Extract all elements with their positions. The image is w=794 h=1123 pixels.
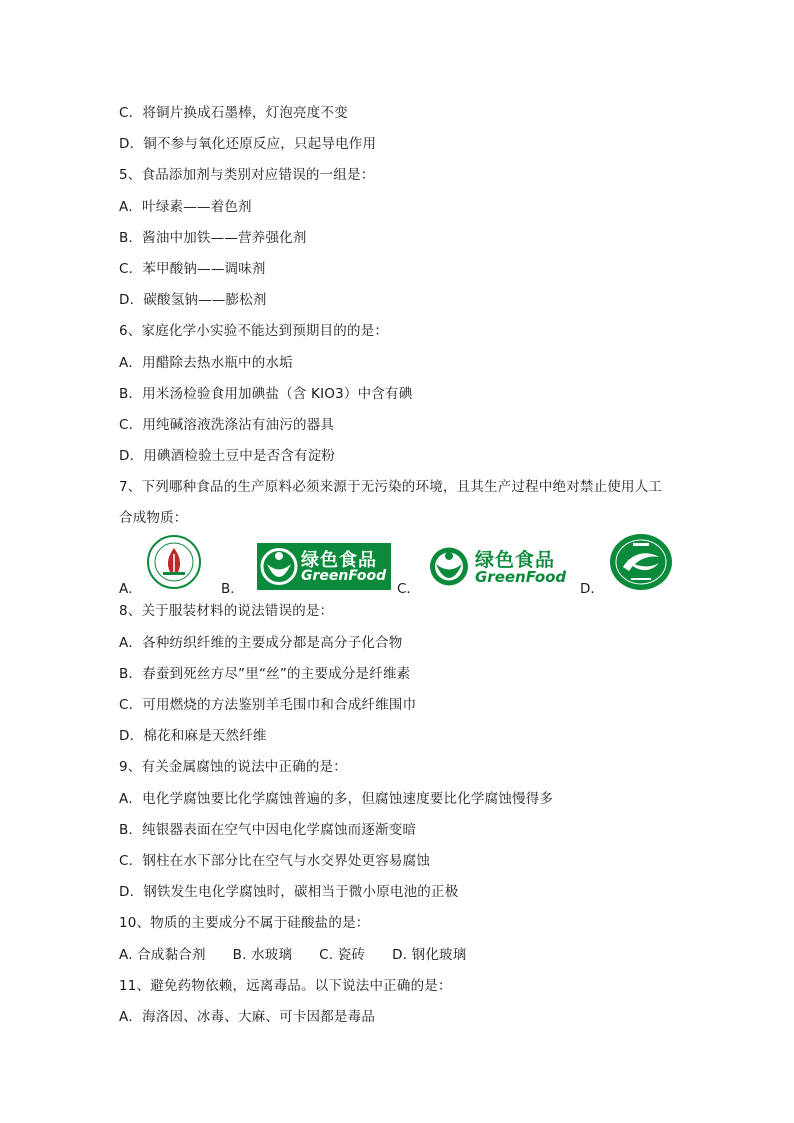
q8-option-a: A．各种纺织纤维的主要成分都是高分子化合物: [119, 635, 403, 651]
q5-option-b: B．酱油中加铁——营养强化剂: [119, 230, 307, 246]
q9-option-d: D．钢铁发生电化学腐蚀时，碳相当于微小原电池的正极: [119, 884, 459, 900]
green-food-logo-inverse: [257, 543, 391, 590]
q9-option-c: C．钢柱在水下部分比在空气与水交界处更容易腐蚀: [119, 853, 431, 869]
q6-option-a: A．用醋除去热水瓶中的水垢: [119, 355, 293, 371]
green-food-logo: [427, 543, 565, 590]
q9-option-b: B．纯银器表面在空气中因电化学腐蚀而逐渐变暗: [119, 822, 417, 838]
logo-b-en-text: GreenFood: [301, 568, 387, 584]
q4-option-d: D．铜不参与氧化还原反应，只起导电作用: [119, 136, 377, 152]
q6-option-d: D．用碘酒检验土豆中是否含有淀粉: [119, 448, 336, 464]
q11-stem: 11、避免药物依赖，远离毒品。以下说法中正确的是：: [119, 978, 452, 994]
q7-option-d-label: D．: [580, 581, 604, 597]
q5-stem: 5、食品添加剂与类别对应错误的一组是：: [119, 167, 375, 183]
q9-stem: 9、有关金属腐蚀的说法中正确的是：: [119, 759, 347, 775]
q6-option-b: B．用米汤检验食用加碘盐（含 KIO3）中含有碘: [119, 386, 413, 402]
q7-stem: 7、下列哪种食品的生产原料必须来源于无污染的环境，且其生产过程中绝对禁止使用人工: [119, 479, 663, 495]
q7-option-b-label: B．: [221, 581, 244, 597]
q7-stem-cont: 合成物质：: [119, 510, 188, 526]
logo-c-en-text: GreenFood: [475, 568, 567, 586]
organic-food-logo-red-icon: [146, 534, 202, 590]
q8-option-d: D．棉花和麻是天然纤维: [119, 728, 267, 744]
q11-option-a: A．海洛因、冰毒、大麻、可卡因都是毒品: [119, 1009, 376, 1025]
q9-option-a: A．电化学腐蚀要比化学腐蚀普遍的多，但腐蚀速度要比化学腐蚀慢得多: [119, 791, 554, 807]
logo-c-cn-text: 绿色食品: [475, 549, 556, 571]
q8-stem: 8、关于服装材料的说法错误的是：: [119, 603, 334, 619]
q8-option-c: C．可用燃烧的方法鉴别羊毛围巾和合成纤维围巾: [119, 697, 417, 713]
q8-option-b: B．春蚕到死丝方尽”里“丝”的主要成分是纤维素: [119, 666, 411, 682]
q10-stem: 10、物质的主要成分不属于硅酸盐的是：: [119, 915, 370, 931]
logo-b-cn-text: 绿色食品: [301, 550, 377, 571]
q4-option-c: C．将铜片换成石墨棒，灯泡亮度不变: [119, 105, 348, 121]
q10-options: A. 合成黏合剂 B. 水玻璃 C. 瓷砖 D. 钢化玻璃: [119, 947, 467, 963]
q7-option-c-label: C．: [397, 581, 420, 597]
q6-stem: 6、家庭化学小实验不能达到预期目的的是：: [119, 323, 389, 339]
q5-option-a: A．叶绿素——着色剂: [119, 199, 252, 215]
q5-option-d: D．碳酸氢钠——膨松剂: [119, 292, 267, 308]
certified-organic-logo-icon: [609, 533, 673, 591]
q6-option-c: C．用纯碱溶液洗涤沾有油污的器具: [119, 417, 335, 433]
q7-option-a-label: A．: [119, 581, 142, 597]
q5-option-c: C．苯甲酸钠——调味剂: [119, 261, 266, 277]
